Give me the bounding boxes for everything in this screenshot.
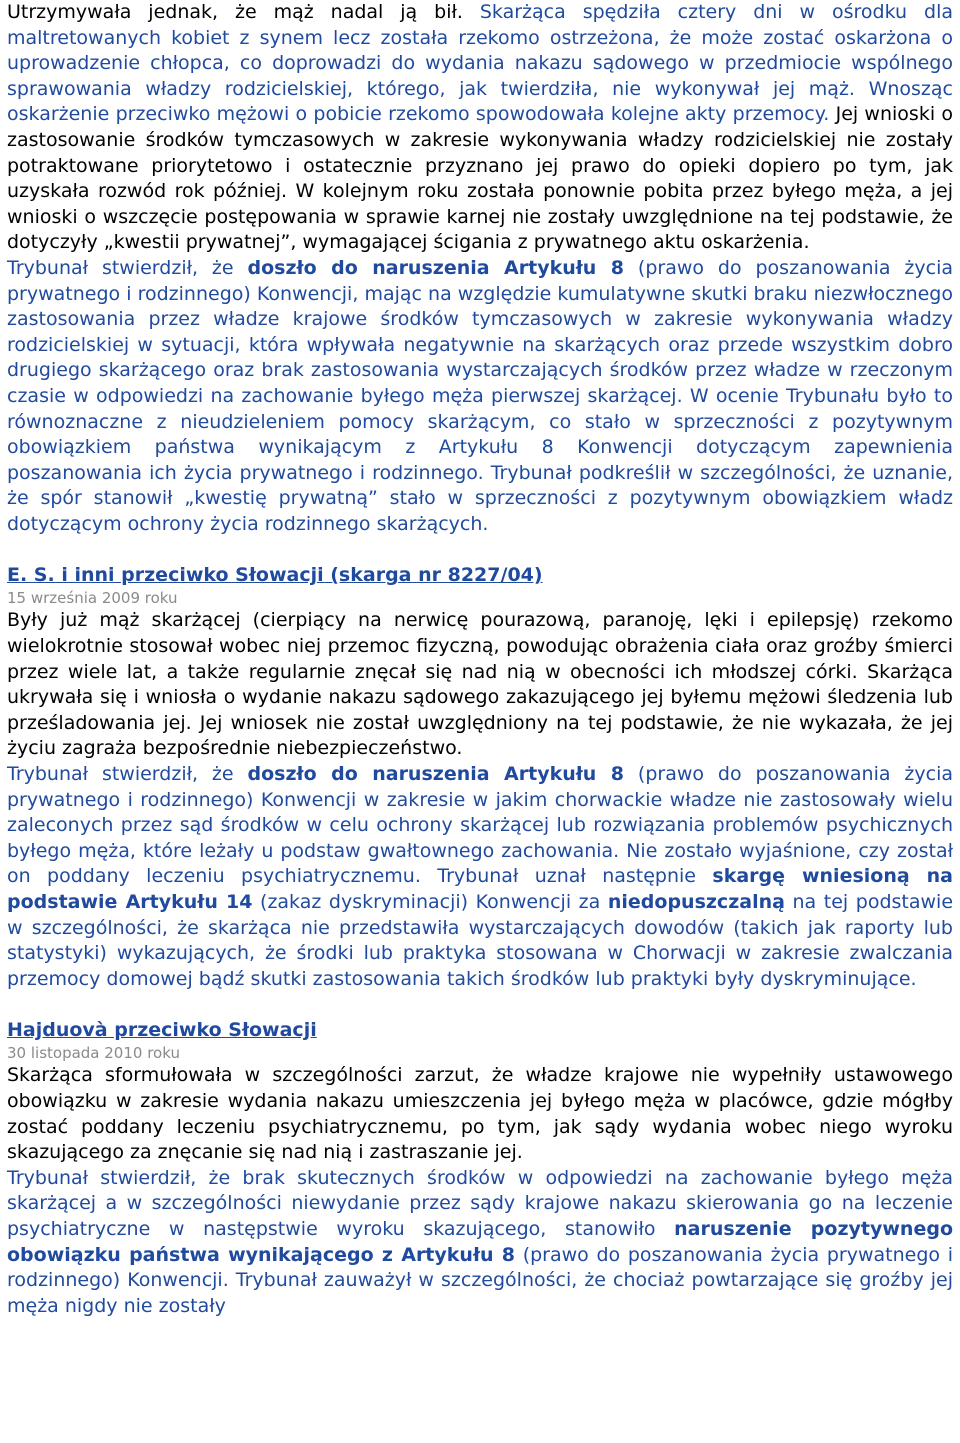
intro-text-3: Jej wnioski o zastosowanie środków tymczasowych w zakresie wykonywania władzy rodzicielskiej nie zostały potraktowane priorytetowo i ostatecznie przyznano jej prawo do opieki dopiero po tym, jak uzyskała rozwód rok później. W kolejnym roku została ponownie pobita przez byłego męża, a jej wnioski o wszczęcie postępowania w sprawie karnej nie zostały uwzględnione na tej podstawie, że dotyczyły „kwestii prywatnej”, wymagającej ścigania z prywatnego aktu oskarżenia. [7, 103, 953, 254]
case-title-hajduova[interactable]: Hajduovà przeciwko Słowacji [7, 1019, 317, 1042]
verdict-hajduova-post: (prawo do poszanowania życia prywatnego i rodzinnego) Konwencji. Trybunał zauważył w szczególności, że chociaż powtarzające się groźby jej męża nigdy nie zostały [7, 1243, 954, 1317]
intro-text-2: Skarżąca spędziła cztery dni w ośrodku dla maltretowanych kobiet z synem lecz została rzekomo ostrzeżona, że może zostać oskarżona o uprowadzenie chłopca, co doprowadzi do wydania nakazu sądowego w przedmiocie wspólnego sprawowania władzy rodzicielskiej, którego, jak twierdziła, nie wykonywał jej mąż. Wnosząc oskarżenie przeciwko mężowi o pobicie rzekomo spowodowała kolejne akty przemocy. [7, 1, 953, 126]
verdict-es-pre: Trybunał stwierdził, że [7, 763, 248, 786]
case-date-hajduova: 30 listopada 2010 roku [7, 1044, 180, 1063]
intro-verdict-post: (prawo do poszanowania życia prywatnego i rodzinnego) Konwencji, mając na względzie kumulatywne skutki braku niezwłocznego zastosowania przez władze krajowe środków tymczasowych w zakresie wykonywania władzy rodzicielskiej w sytuacji, która wpływała negatywnie na skarżących oraz przede wszystkim dobro drugiego skarżącego oraz brak zastosowania wystarczających środków przez władze w rzeczonym czasie w odpowiedzi na zachowanie byłego męża pierwszej skarżącej. W ocenie Trybunału było to równoznaczne z nieudzieleniem pomocy skarżącym, co stało w sprzeczności z pozytywnym obowiązkiem państwa wynikającym z Artykułu 8 Konwencji dotyczącym zapewnienia poszanowania ich życia prywatnego i rodzinnego. Trybunał podkreślił w szczególności, że uznanie, że spór stanowił „kwestię prywatną” stało w sprzeczności z pozytywnym obowiązkiem władz dotyczącym ochrony życia rodzinnego skarżących. [7, 256, 953, 535]
case-title-es[interactable]: E. S. i inni przeciwko Słowacji (skarga nr 8227/04) [7, 564, 543, 587]
section-gap [7, 992, 953, 1017]
case-verdict-hajduova [7, 1166, 953, 1320]
verdict-es-mid-1: (prawo do poszanowania życia prywatnego i rodzinnego) Konwencji w zakresie w jakim chorwackie władze nie zastosowały wielu zaleconych przez sąd środków w celu ochrony skarżącej lub rozwiązania problemów psychicznych byłego męża, które leżały u podstaw gwałtownego zachowania. Nie zostało wyjaśnione, czy został on poddany leczeniu psychiatrycznemu. Trybunał uznał następnie [7, 763, 953, 888]
verdict-es-bold-1: doszło do naruszenia Artykułu 8 [247, 763, 625, 786]
verdict-es-bold-3: niedopuszczalną [607, 891, 785, 913]
verdict-es-bold-2: skargę wniesioną na podstawie Artykułu 14 [7, 865, 953, 913]
case-date-es: 15 września 2009 roku [7, 589, 178, 608]
intro-verdict-pre: Trybunał stwierdził, że [7, 256, 248, 279]
case-facts-es: Były już mąż skarżącej (cierpiący na nerwicę pourazową, paranoję, lęki i epilepsję) rzekomo wielokrotnie stosował wobec niej przemoc fizyczną, powodując obrażenia ciała oraz groźby śmierci przez wiele lat, a także regularnie znęcał się nad nią w obecności ich młodszej córki. Skarżąca ukrywała się i wniosła o wydanie nakazu sądowego zakazującego jej byłemu mężowi śledzenia lub prześladowania jej. Jej wniosek nie został uwzględniony na tej podstawie, że nie wykazała, że jej życiu zagraża bezpośrednie niebezpieczeństwo. [7, 609, 953, 760]
intro-verdict-bold: doszło do naruszenia Artykułu 8 [247, 256, 625, 279]
case-verdict-es [7, 762, 953, 992]
case-facts-hajduova: Skarżąca sformułowała w szczególności zarzut, że władze krajowe nie wypełniły ustawowego obowiązku w zakresie wydania nakazu umieszczenia jej byłego męża w placówce, gdzie mógłby zostać poddany leczeniu psychiatrycznemu, po tym, jak sądy wydania wobec niego wyroku skazującego za znęcanie się nad nią i zastraszanie jej. [7, 1064, 953, 1164]
intro-text-1: Utrzymywała jednak, że mąż nadal ją bił. [7, 1, 480, 23]
section-gap [7, 537, 953, 562]
verdict-es-post: na tej podstawie w szczególności, że skarżąca nie przedstawiła wystarczających dowodów (takich jak raporty lub statystyki) wykazujących, że środki lub praktyka stosowana w Chorwacji w zakresie zwalczania przemocy domowej bądź skutki zastosowania takich środków lub praktyki były dyskryminujące. [7, 891, 954, 990]
intro-verdict-paragraph [7, 256, 953, 538]
verdict-es-mid-2: (zakaz dyskryminacji) Konwencji za [252, 891, 608, 913]
verdict-hajduova-bold: naruszenie pozytywnego obowiązku państwa wynikającego z Artykułu 8 [7, 1217, 953, 1266]
intro-paragraph [7, 0, 953, 256]
verdict-hajduova-pre: Trybunał stwierdził, że brak skutecznych środków w odpowiedzi na zachowanie byłego męża skarżącej a w szczególności niewydanie przez sądy krajowe nakazu skierowania go na leczenie psychiatryczne w następstwie wyroku skazującego, stanowiło [7, 1166, 953, 1240]
